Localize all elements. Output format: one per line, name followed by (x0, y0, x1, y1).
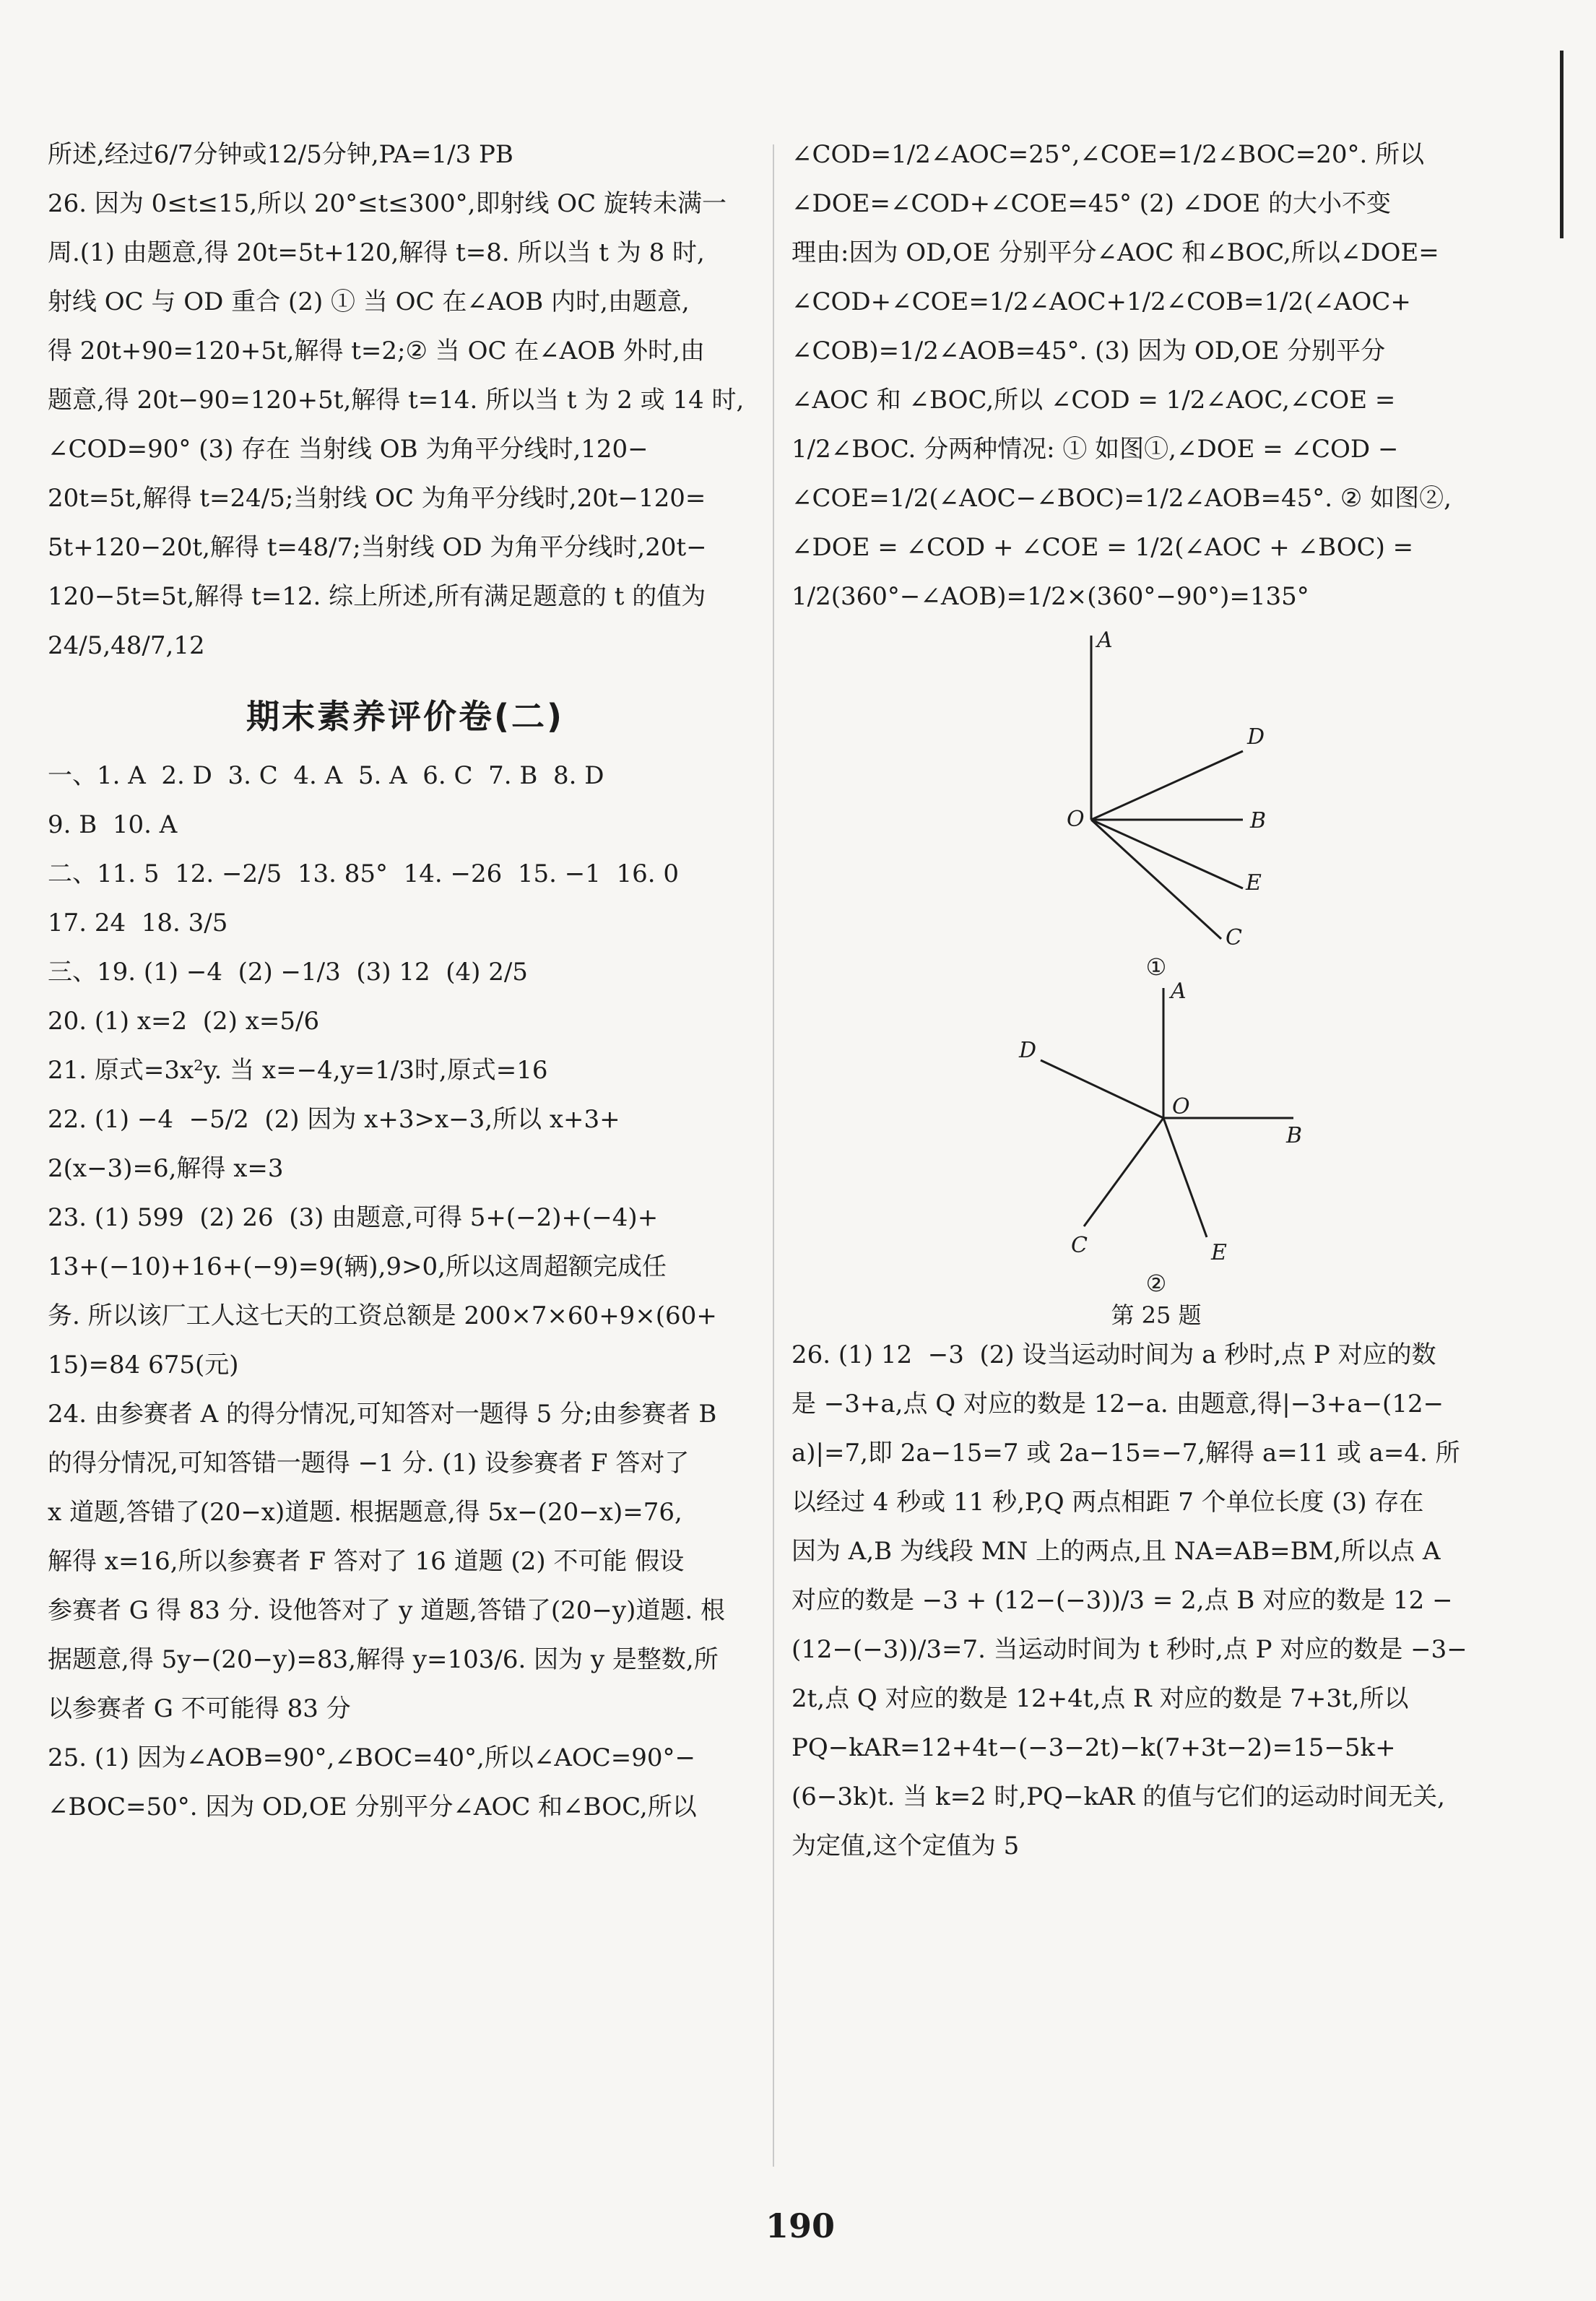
answer-line: 是 −3+a,点 Q 对应的数是 12−a. 由题意,得|−3+a−(12− (792, 1390, 1444, 1418)
answer-line: 得 20t+90=120+5t,解得 t=2;② 当 OC 在∠AOB 外时,由 (48, 337, 705, 365)
answer-line: 参赛者 G 得 83 分. 设他答对了 y 道题,答错了(20−y)道题. 根 (48, 1596, 726, 1625)
answer-line: (12−(−3))/3=7. 当运动时间为 t 秒时,点 P 对应的数是 −3− (792, 1635, 1467, 1664)
label-o: O (1067, 807, 1085, 832)
answer-line: 因为 A,B 为线段 MN 上的两点,且 NA=AB=BM,所以点 A (792, 1537, 1441, 1566)
answer-line: 25. (1) 因为∠AOB=90°,∠BOC=40°,所以∠AOC=90°− (48, 1743, 696, 1772)
answer-line: ∠COD+∠COE=1/2∠AOC+1/2∠COB=1/2(∠AOC+ (792, 287, 1411, 316)
answer-line: ∠AOC 和 ∠BOC,所以 ∠COD = 1/2∠AOC,∠COE = (792, 386, 1396, 415)
answer-line: 1/2(360°−∠AOB)=1/2×(360°−90°)=135° (792, 582, 1309, 611)
ray-od (1041, 1060, 1163, 1118)
ray-oc (1091, 820, 1221, 939)
label-b: B (1250, 808, 1267, 833)
answer-line: ∠COB)=1/2∠AOB=45°. (3) 因为 OD,OE 分别平分 (792, 337, 1386, 365)
answer-line: 二、11. 5 12. −2/5 13. 85° 14. −26 15. −1 16. 0 (48, 859, 679, 888)
ray-od (1091, 751, 1243, 820)
answer-line: 据题意,得 5y−(20−y)=83,解得 y=103/6. 因为 y 是整数,所 (48, 1645, 719, 1674)
answer-line: ∠COE=1/2(∠AOC−∠BOC)=1/2∠AOB=45°. ② 如图②, (792, 484, 1452, 513)
answer-line: ∠DOE=∠COD+∠COE=45° (2) ∠DOE 的大小不变 (792, 189, 1392, 218)
answer-line: 一、1. A 2. D 3. C 4. A 5. A 6. C 7. B 8. D (48, 761, 604, 790)
page-number: 190 (766, 2206, 836, 2245)
answer-line: 22. (1) −4 −5/2 (2) 因为 x+3>x−3,所以 x+3+ (48, 1105, 620, 1134)
answer-line: 射线 OC 与 OD 重合 (2) ① 当 OC 在∠AOB 内时,由题意, (48, 287, 690, 316)
answer-line: 为定值,这个定值为 5 (792, 1832, 1020, 1860)
answer-line: 以经过 4 秒或 11 秒,P,Q 两点相距 7 个单位长度 (3) 存在 (792, 1488, 1424, 1517)
answer-line: 17. 24 18. 3/5 (48, 909, 228, 937)
answer-line: 23. (1) 599 (2) 26 (3) 由题意,可得 5+(−2)+(−4)+ (48, 1203, 659, 1232)
answer-line: 以参赛者 G 不可能得 83 分 (48, 1694, 351, 1723)
answer-line: PQ−kAR=12+4t−(−3−2t)−k(7+3t−2)=15−5k+ (792, 1733, 1396, 1762)
label-b: B (1286, 1123, 1303, 1148)
answer-line: (6−3k)t. 当 k=2 时,PQ−kAR 的值与它们的运动时间无关, (792, 1782, 1445, 1811)
answer-line: 20. (1) x=2 (2) x=5/6 (48, 1007, 320, 1036)
answer-line: ∠BOC=50°. 因为 OD,OE 分别平分∠AOC 和∠BOC,所以 (48, 1793, 697, 1821)
answer-line: 周.(1) 由题意,得 20t=5t+120,解得 t=8. 所以当 t 为 8 时, (48, 238, 705, 267)
answer-line: 24. 由参赛者 A 的得分情况,可知答对一题得 5 分;由参赛者 B (48, 1400, 717, 1429)
label-o: O (1172, 1094, 1190, 1119)
answer-line: 题意,得 20t−90=120+5t,解得 t=14. 所以当 t 为 2 或 14 时, (48, 386, 745, 415)
binding-edge-bar (1560, 51, 1564, 238)
answer-line: 26. 因为 0≤t≤15,所以 20°≤t≤300°,即射线 OC 旋转未满一 (48, 189, 727, 218)
label-d: D (1019, 1038, 1037, 1063)
answer-line: 13+(−10)+16+(−9)=9(辆),9>0,所以这周超额完成任 (48, 1252, 667, 1281)
answer-line: 所述,经过6/7分钟或12/5分钟,PA=1/3 PB (48, 140, 513, 169)
answer-line: 三、19. (1) −4 (2) −1/3 (3) 12 (4) 2/5 (48, 958, 528, 987)
label-e: E (1211, 1240, 1227, 1265)
label-a: A (1171, 981, 1187, 1004)
ray-oe (1091, 820, 1243, 888)
ray-oc (1084, 1118, 1163, 1226)
answer-line: 15)=84 675(元) (48, 1351, 239, 1379)
answer-line: 2t,点 Q 对应的数是 12+4t,点 R 对应的数是 7+3t,所以 (792, 1684, 1409, 1713)
answer-line: 2(x−3)=6,解得 x=3 (48, 1154, 284, 1183)
label-a: A (1097, 628, 1113, 653)
figure-2-caption: ② (1145, 1270, 1167, 1297)
answer-line: 1/2∠BOC. 分两种情况: ① 如图①,∠DOE = ∠COD − (792, 435, 1399, 464)
left-edge-fragments (0, 144, 14, 2239)
column-divider (773, 144, 774, 2167)
answer-line: 的得分情况,可知答错一题得 −1 分. (1) 设参赛者 F 答对了 (48, 1449, 690, 1478)
ray-oe (1163, 1118, 1207, 1237)
answer-line: 理由:因为 OD,OE 分别平分∠AOC 和∠BOC,所以∠DOE= (792, 238, 1439, 267)
answer-line: a)|=7,即 2a−15=7 或 2a−15=−7,解得 a=11 或 a=4. 所 (792, 1439, 1460, 1468)
label-c: C (1226, 925, 1242, 950)
label-c: C (1071, 1233, 1088, 1258)
answer-line: 对应的数是 −3 + (12−(−3))/3 = 2,点 B 对应的数是 12 − (792, 1586, 1453, 1615)
answer-line: x 道题,答错了(20−x)道题. 根据题意,得 5x−(20−x)=76, (48, 1498, 682, 1527)
answer-line: ∠COD=1/2∠AOC=25°,∠COE=1/2∠BOC=20°. 所以 (792, 140, 1425, 169)
answer-line: 9. B 10. A (48, 810, 178, 839)
label-d: D (1247, 724, 1265, 750)
answer-line: 120−5t=5t,解得 t=12. 综上所述,所有满足题意的 t 的值为 (48, 582, 706, 611)
answer-line: 21. 原式=3x²y. 当 x=−4,y=1/3时,原式=16 (48, 1056, 548, 1085)
answer-line: 26. (1) 12 −3 (2) 设当运动时间为 a 秒时,点 P 对应的数 (792, 1340, 1436, 1369)
figure-caption: 第 25 题 (1111, 1301, 1202, 1329)
figure-1-caption: ① (1145, 953, 1167, 981)
answer-line: 24/5,48/7,12 (48, 631, 205, 660)
section-title: 期末素养评价卷(二) (246, 697, 565, 736)
answer-line: 务. 所以该厂工人这七天的工资总额是 200×7×60+9×(60+ (48, 1301, 717, 1330)
answer-line: 20t=5t,解得 t=24/5;当射线 OC 为角平分线时,20t−120= (48, 484, 706, 513)
figure-1-angle-diagram (1005, 621, 1308, 953)
answer-line: ∠COD=90° (3) 存在 当射线 OB 为角平分线时,120− (48, 435, 649, 464)
label-e: E (1246, 870, 1262, 896)
figure-2-angle-diagram (990, 981, 1322, 1270)
answer-line: ∠DOE = ∠COD + ∠COE = 1/2(∠AOC + ∠BOC) = (792, 533, 1414, 562)
answer-line: 解得 x=16,所以参赛者 F 答对了 16 道题 (2) 不可能 假设 (48, 1547, 685, 1576)
left-column (48, 130, 763, 1832)
answer-line: 5t+120−20t,解得 t=48/7;当射线 OD 为角平分线时,20t− (48, 533, 707, 562)
right-column (792, 130, 1521, 1871)
